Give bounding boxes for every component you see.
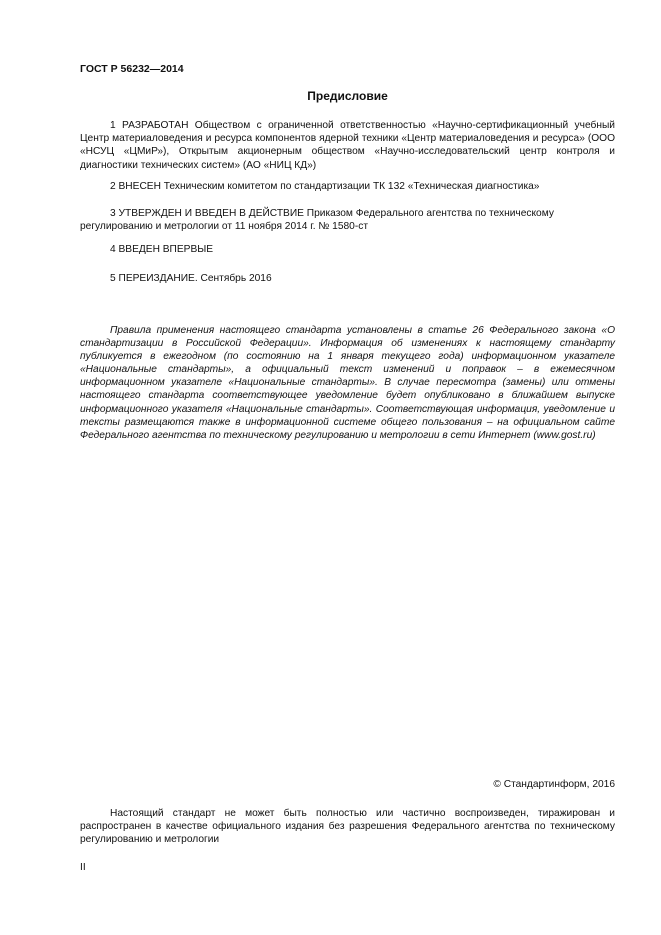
standard-id: ГОСТ Р 56232—2014 — [80, 63, 184, 75]
item-developed: 1 РАЗРАБОТАН Обществом с ограниченной ответственностью «Научно-сертификационный учебный Центр материаловедения и ресурса компонентов ядерной техники «Центр материаловедения и ресурса» (ООО «НСУЦ «ЦМиР»), Открытым акционерным обществом «Научно-исследовательский центр контроля и диагностики технических систем» (АО «НИЦ КД») — [80, 120, 615, 171]
reproduction-notice: Настоящий стандарт не может быть полностью или частично воспроизведен, тиражирован и распространен в качестве официального издания без разрешения Федерального агентства по техническому регулированию и метрологии — [80, 808, 615, 846]
item-introduced: 2 ВНЕСЕН Техническим комитетом по стандартизации ТК 132 «Техническая диагностика» — [110, 181, 540, 192]
page-number: II — [80, 862, 86, 873]
item-first-introduced: 4 ВВЕДЕН ВПЕРВЫЕ — [110, 244, 214, 255]
item-approved: 3 УТВЕРЖДЕН И ВВЕДЕН В ДЕЙСТВИЕ Приказом Федерального агентства по техническому регулированию и метрологии от 11 ноября 2014 г. № 1580-ст — [80, 208, 554, 233]
application-notice: Правила применения настоящего стандарта установлены в статье 26 Федерального закона «О стандартизации в Российской Федерации». Информация об изменениях к настоящему стандарту публикуется в ежегодном (по состоянию на 1 января текущего года) информационном указателе «Национальные стандарты», а официальный текст изменений и поправок – в ежемесячном информационном указателе «Национальные стандарты». В случае пересмотра (замены) или отмены настоящего стандарта соответствующее уведомление будет опубликовано в ближайшем выпуске информационного указателя «Национальные стандарты». Соответствующая информация, уведомление и тексты размещаются также в информационной системе общего пользования – на официальном сайте Федерального агентства по техническому регулированию и метрологии в сети Интернет (www.gost.ru) — [80, 325, 615, 441]
item-reissue: 5 ПЕРЕИЗДАНИЕ. Сентябрь 2016 — [110, 273, 272, 284]
page-title: Предисловие — [307, 89, 388, 103]
copyright-line: © Стандартинформ, 2016 — [493, 779, 615, 790]
